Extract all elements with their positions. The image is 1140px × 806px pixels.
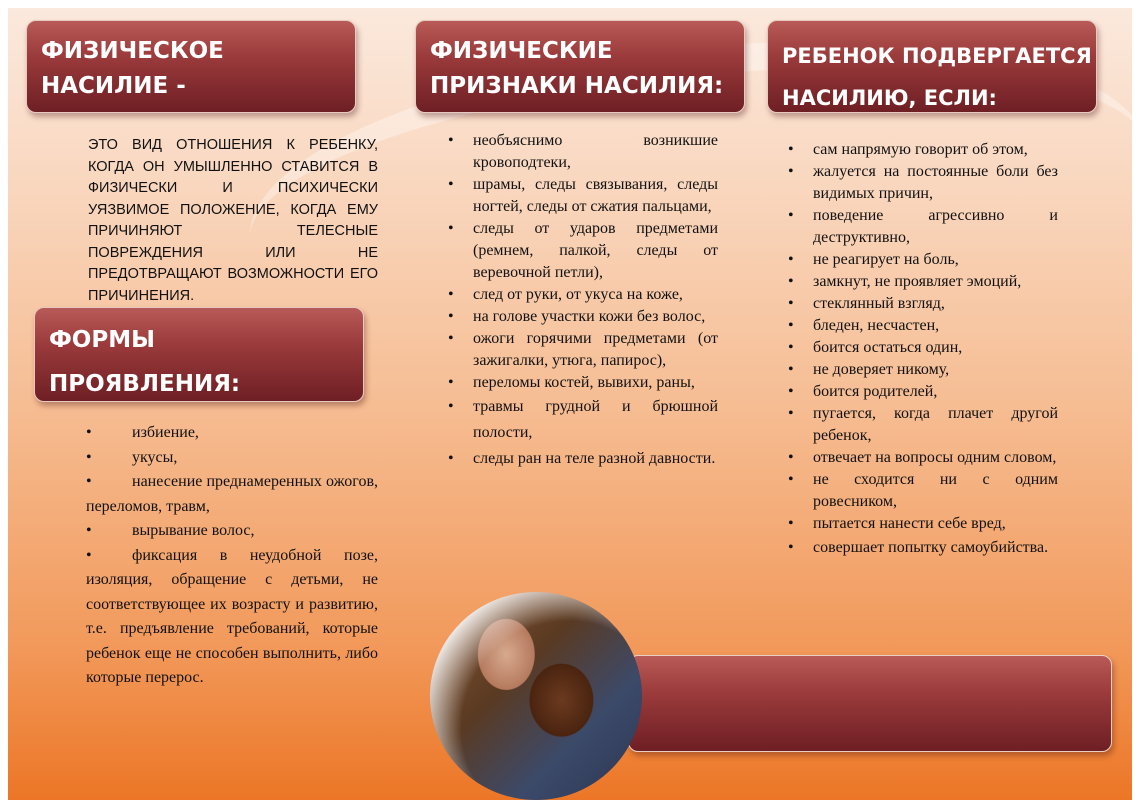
- bullet-icon: •: [86, 473, 92, 490]
- bullet-icon: •: [86, 424, 92, 441]
- bullet-icon: •: [448, 176, 454, 193]
- bullet-icon: •: [788, 539, 794, 556]
- header-physical-signs: [415, 20, 745, 113]
- header-line: НАСИЛИЮ, ЕСЛИ:: [782, 86, 997, 110]
- bullet-icon: •: [448, 450, 454, 467]
- header-physical-violence: [26, 20, 356, 113]
- list-item: • замкнут, не проявляет эмоций,: [788, 271, 1058, 293]
- list-item: • бледен, несчастен,: [788, 315, 1058, 337]
- bullet-icon: •: [788, 471, 794, 488]
- definition-text: ЭТО ВИД ОТНОШЕНИЯ К РЕБЕНКУ, КОГДА ОН УМЫШЛЕННО СТАВИТСЯ В ФИЗИЧЕСКИ И ПСИХИЧЕСКИ УЯЗВИМОЕ ПОЛОЖЕНИЕ, КОГДА ЕМУ ПРИЧИНЯЮТ ТЕЛЕСНЫЕ ПОВРЕЖДЕНИЯ ИЛИ НЕ ПРЕДОТВРАЩАЮТ ВОЗМОЖНОСТИ ЕГО ПРИЧИНЕНИЯ.: [88, 137, 378, 304]
- list-item: • переломы костей, вывихи, раны,: [448, 372, 718, 394]
- list-item: • травмы грудной и брюшной полости,: [448, 394, 718, 446]
- bullet-icon: •: [788, 383, 794, 400]
- list-item: • необъяснимо возникшие кровоподтеки,: [448, 132, 718, 171]
- list-item: • не доверяет никому,: [788, 359, 1058, 381]
- header-line: ФИЗИЧЕСКОЕ: [41, 38, 224, 64]
- list-item: • следы от ударов предметами (ремнем, палкой, следы от веревочной петли),: [448, 220, 718, 281]
- header-child-abused-if: [767, 20, 1097, 113]
- header-line: ФИЗИЧЕСКИЕ: [430, 38, 613, 64]
- bullet-icon: •: [448, 132, 454, 149]
- photo-adult-and-child: [430, 592, 642, 800]
- list-item: • совершает попытку самоубийства.: [788, 535, 1058, 560]
- bullet-icon: •: [448, 398, 454, 415]
- forms-list: [86, 421, 378, 691]
- header-line: ПРОЯВЛЕНИЯ:: [49, 371, 241, 397]
- list-item: • пытается нанести себе вред,: [788, 513, 1058, 535]
- list-item: • жалуется на постоянные боли без видимых причин,: [788, 163, 1058, 202]
- list-item: • нанесение преднамеренных ожогов, переломов, травм,: [86, 470, 378, 519]
- bullet-icon: •: [86, 546, 92, 564]
- list-item: • поведение агрессивно и деструктивно,: [788, 207, 1058, 246]
- list-item: • стеклянный взгляд,: [788, 293, 1058, 315]
- list-item: • вырывание волос,: [86, 519, 378, 544]
- list-item: • отвечает на вопросы одним словом,: [788, 447, 1058, 469]
- bullet-icon: •: [788, 251, 794, 268]
- bullet-icon: •: [788, 361, 794, 378]
- bullet-icon: •: [448, 308, 454, 325]
- bullet-icon: •: [86, 448, 92, 466]
- list-item: • пугается, когда плачет другой ребенок,: [788, 405, 1058, 444]
- header-line: ФОРМЫ: [49, 327, 155, 353]
- list-item: • боится остаться один,: [788, 337, 1058, 359]
- bullet-icon: •: [448, 286, 454, 303]
- child-signs-list: [788, 139, 1058, 560]
- bullet-icon: •: [788, 339, 794, 356]
- physical-signs-list: [448, 130, 718, 472]
- bullet-icon: •: [788, 317, 794, 334]
- bottom-banner: [628, 655, 1112, 752]
- list-item: • боится родителей,: [788, 381, 1058, 403]
- bullet-icon: •: [86, 522, 92, 539]
- bullet-icon: •: [788, 449, 794, 466]
- bullet-icon: •: [788, 273, 794, 290]
- bullet-icon: •: [448, 220, 454, 237]
- list-item: • избиение,: [86, 421, 378, 446]
- list-item: • сам напрямую говорит об этом,: [788, 139, 1058, 161]
- bullet-icon: •: [788, 141, 794, 158]
- list-item: • не реагирует на боль,: [788, 249, 1058, 271]
- bullet-icon: •: [448, 374, 454, 391]
- header-forms: [34, 307, 364, 402]
- header-line: НАСИЛИЕ -: [41, 73, 186, 99]
- bullet-icon: •: [788, 163, 794, 180]
- header-line: ПРИЗНАКИ НАСИЛИЯ:: [430, 73, 724, 99]
- list-item: • не сходится ни с одним ровесником,: [788, 471, 1058, 510]
- brochure-page: [8, 8, 1132, 800]
- list-item: • след от руки, от укуса на коже,: [448, 284, 718, 306]
- list-item: • следы ран на теле разной давности.: [448, 446, 718, 472]
- bullet-icon: •: [788, 295, 794, 312]
- bullet-icon: •: [788, 515, 794, 532]
- list-item: • ожоги горячими предметами (от зажигалки, утюга, папирос),: [448, 330, 718, 369]
- list-item: • фиксация в неудобной позе, изоляция, обращение с детьми, не соответствующее их возрасту и развитию, т.е. предъявление требований, которые ребенок еще не способен выполнить, либо которые перерос.: [86, 544, 378, 691]
- header-line: РЕБЕНОК ПОДВЕРГАЕТСЯ: [782, 44, 1092, 68]
- list-item: • на голове участки кожи без волос,: [448, 306, 718, 328]
- bullet-icon: •: [448, 330, 454, 347]
- list-item: • укусы,: [86, 446, 378, 471]
- bullet-icon: •: [788, 207, 794, 224]
- bullet-icon: •: [788, 405, 794, 422]
- list-item: • шрамы, следы связывания, следы ногтей, следы от сжатия пальцами,: [448, 176, 718, 215]
